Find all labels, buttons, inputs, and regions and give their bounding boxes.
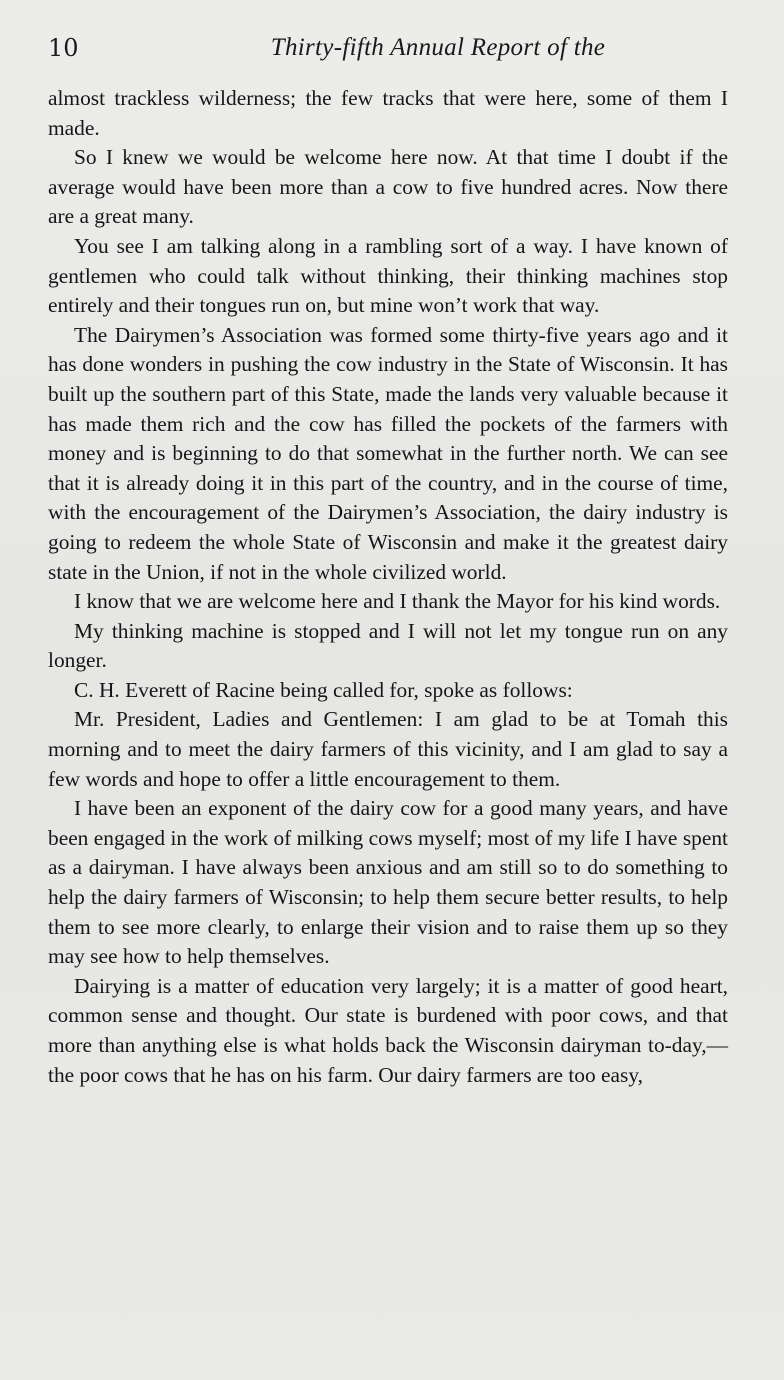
paragraph: So I knew we would be welcome here now. At that time I doubt if the average would have been more than a cow to five hundred acres. Now there are a great many. — [48, 145, 728, 229]
paragraph: The Dairymen’s Association was formed some thirty-five years ago and it has done wonders in pushing the cow industry in the State of Wisconsin. It has built up the southern part of this State, made the lands very valuable because it has made them rich and the cow has filled the pockets of the farmers with money and is beginning to do that somewhat in the further north. We can see that it is already doing it in this part of the country, and in the course of time, with the encouragement of the Dairymen’s Association, the dairy industry is going to redeem the whole State of Wisconsin and make it the greatest dairy state in the Union, if not in the whole civilized world. — [48, 322, 728, 584]
paragraph: My thinking machine is stopped and I will not let my tongue run on any longer. — [48, 618, 728, 673]
paragraph: I know that we are welcome here and I thank the Mayor for his kind words. — [74, 589, 721, 614]
page-number: 10 — [48, 34, 79, 62]
paragraph: Dairying is a matter of education very largely; it is a matter of good heart, common sense and thought. Our state is burdened with poor cows, and that more than anything else is what holds back the Wisconsin dairyman to-day,—the poor cows that he has on his farm. Our dairy farmers are too easy, — [48, 973, 728, 1087]
paragraph: Mr. President, Ladies and Gentlemen: I am glad to be at Tomah this morning and to meet the dairy farmers of this vicinity, and I am glad to say a few words and hope to offer a little encouragement to them. — [48, 707, 728, 791]
paragraph: I have been an exponent of the dairy cow for a good many years, and have been engaged in the work of milking cows myself; most of my life I have spent as a dairyman. I have always been anxious and am still so to do something to help the dairy farmers of Wisconsin; to help them secure better results, to help them to see more clearly, to enlarge their vision and to raise them up so they may see how to help themselves. — [48, 796, 728, 969]
paragraph: You see I am talking along in a rambling sort of a way. I have known of gentlemen who could talk without thinking, their thinking machines stop entirely and their tongues run on, but mine won’t work that way. — [48, 233, 728, 318]
running-head: Thirty-fifth Annual Report of the — [270, 34, 606, 61]
body-text — [48, 84, 728, 1090]
page-header — [48, 30, 728, 70]
paragraph: almost trackless wilderness; the few tracks that were here, some of them I made. — [48, 86, 728, 140]
paragraph: C. H. Everett of Racine being called for, spoke as follows: — [74, 677, 573, 702]
